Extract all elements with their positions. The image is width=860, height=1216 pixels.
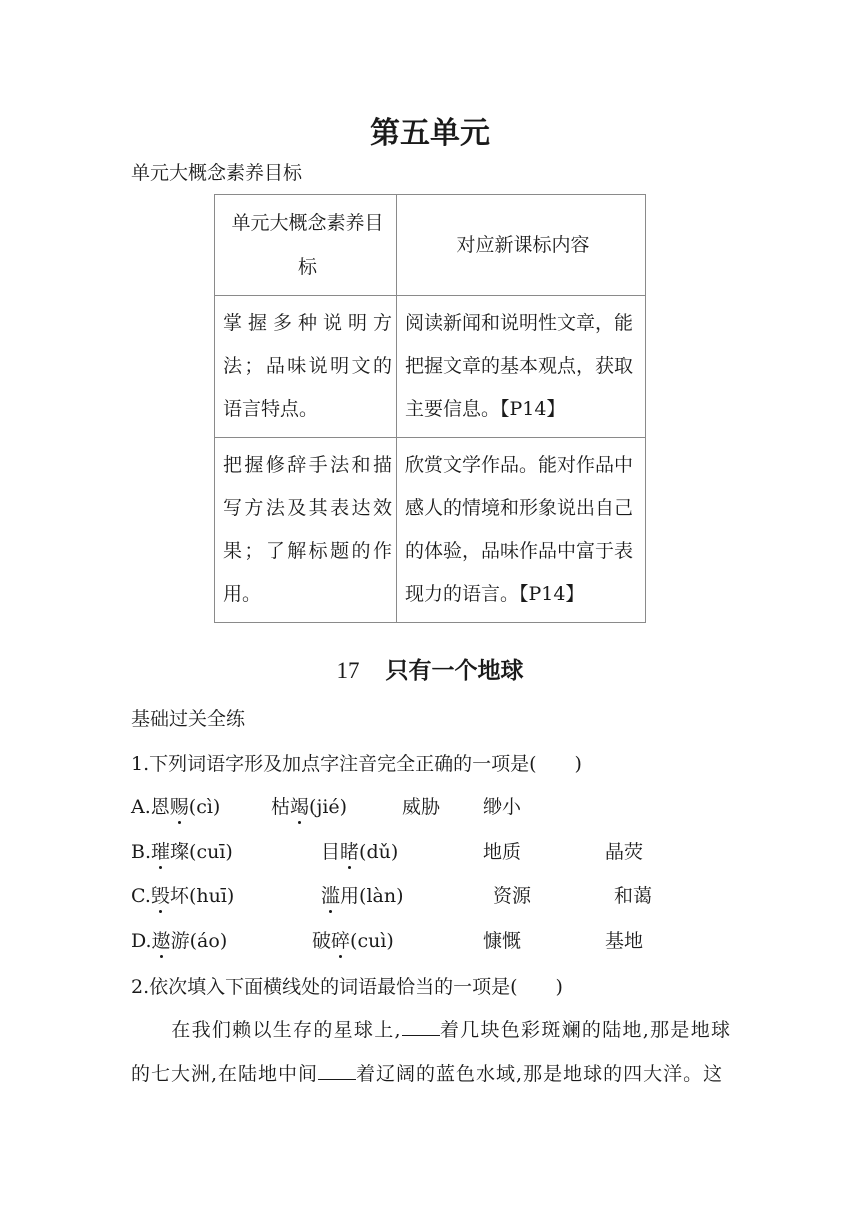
option-d [131,926,227,953]
option-c-word-4: 和蔼 [614,885,653,907]
table-header-goal: 单元大概念素养目标 [215,195,397,296]
dotted-char: 赐 [169,796,189,818]
word-char: 枯 [271,796,291,818]
option-d-word-4: 基地 [605,930,644,952]
goals-table [214,194,646,623]
question-1-stem: 1.下列词语字形及加点字注音完全正确的一项是( ) [131,753,582,775]
option-c-word-3: 资源 [493,885,532,907]
option-c [131,881,234,908]
option-d-word-3: 慷慨 [483,930,522,952]
table-row [215,438,646,623]
pinyin: (huī) [188,885,235,907]
option-a-word-2 [271,792,347,819]
option-letter: D. [131,930,152,952]
question-2-stem: 2.依次填入下面横线处的词语最恰当的一项是( ) [131,976,563,998]
pinyin: (làn) [359,885,404,907]
word-char: 璨 [170,841,190,863]
pinyin: (dǔ) [359,841,399,863]
blank-2 [318,1061,356,1080]
dotted-char: 毁 [150,885,170,907]
option-b-word-3: 地质 [483,841,522,863]
option-a-word-3: 威胁 [402,796,441,818]
dotted-char: 遨 [151,930,171,952]
word-char: 恩 [150,796,170,818]
option-a [131,792,220,819]
passage-text: 着几块色彩斑斓的陆地,那是地球的七大洲,在陆地中间 [131,1019,731,1085]
dotted-char: 滥 [321,885,341,907]
passage-text: 着辽阔的蓝色水域,那是地球的四大洋。这 [356,1063,724,1085]
table-cell-goal: 掌握多种说明方法；品味说明文的语言特点。 [215,296,397,438]
dotted-char: 碎 [331,930,351,952]
table-header-row [215,195,646,296]
option-b [131,837,233,864]
unit-title: 第五单元 [370,116,490,151]
word-char: 坏 [169,885,189,907]
dotted-char: 璀 [151,841,171,863]
lesson-title [0,652,860,685]
option-letter: C. [131,885,151,907]
table-cell-goal: 把握修辞手法和描写方法及其表达效果；了解标题的作用。 [215,438,397,623]
pinyin: (cuì) [350,930,394,952]
word-char: 破 [312,930,332,952]
table-header-standard: 对应新课标内容 [396,195,645,296]
option-letter: B. [131,841,152,863]
dotted-char: 竭 [290,796,310,818]
blank-1 [402,1017,440,1036]
option-a-word-4: 缈小 [483,796,522,818]
pinyin: (jié) [309,796,348,818]
lesson-number: 17 [336,658,360,683]
option-b-word-4: 晶荧 [605,841,644,863]
pinyin: (cuī) [189,841,233,863]
word-char: 游 [170,930,190,952]
goals-heading: 单元大概念素养目标 [131,162,303,184]
dotted-char: 睹 [340,841,360,863]
option-c-word-2 [321,881,404,908]
option-d-word-2 [312,926,394,953]
question-2-passage [131,1008,731,1096]
pinyin: (áo) [189,930,228,952]
word-char: 用 [340,885,360,907]
word-char: 目 [321,841,341,863]
lesson-name: 只有一个地球 [385,658,524,684]
passage-text: 在我们赖以生存的星球上, [171,1019,402,1041]
pinyin: (cì) [188,796,221,818]
option-b-word-2 [321,837,398,864]
table-cell-standard: 欣赏文学作品。能对作品中感人的情境和形象说出自己的体验，品味作品中富于表现力的语言。【P14】 [396,438,645,623]
option-letter: A. [131,796,151,818]
table-row [215,296,646,438]
table-cell-standard: 阅读新闻和说明性文章，能把握文章的基本观点，获取主要信息。【P14】 [396,296,645,438]
practice-heading: 基础过关全练 [131,708,246,730]
